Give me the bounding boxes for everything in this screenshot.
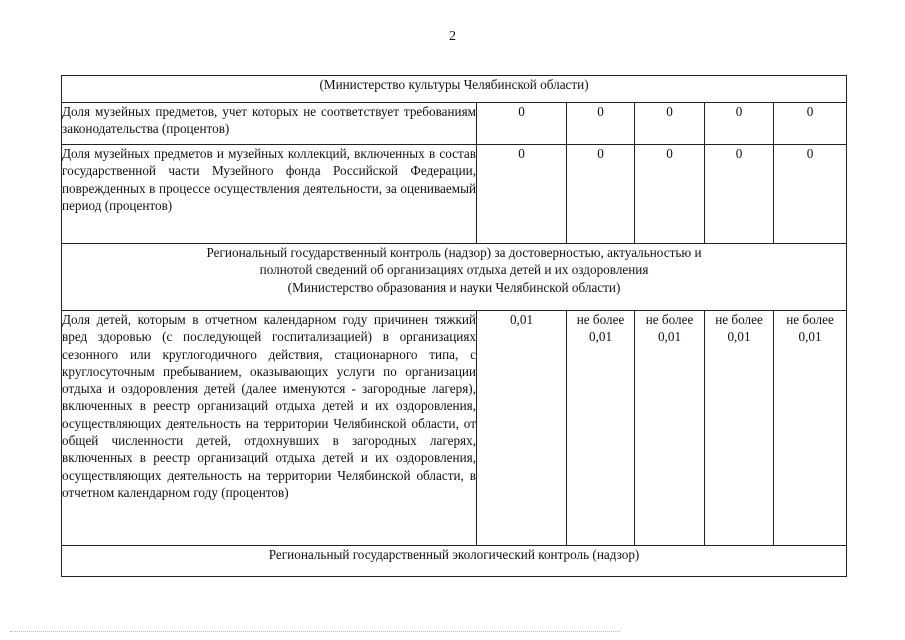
indicator-value: 0 <box>567 145 635 244</box>
indicator-value: не более 0,01 <box>635 311 705 546</box>
indicator-value: не более 0,01 <box>567 311 635 546</box>
indicator-description: Доля музейных предметов, учет которых не соответствует требованиям законодательства (процентов) <box>62 103 477 145</box>
indicator-value: 0 <box>774 145 847 244</box>
table-row <box>62 145 847 244</box>
section-heading-ecological-control: Региональный государственный экологический контроль (надзор) <box>62 546 847 577</box>
indicator-description: Доля музейных предметов и музейных коллекций, включенных в состав государственной части Музейного фонда Российской Федерации, поврежденных в процессе осуществления деятельности, за оцениваемый период (процентов) <box>62 145 477 244</box>
table-row <box>62 103 847 145</box>
indicators-table <box>61 75 847 577</box>
indicator-value: 0 <box>635 103 705 145</box>
indicator-value: 0 <box>477 145 567 244</box>
section-heading-culture: (Министерство культуры Челябинской области) <box>62 76 847 103</box>
scan-edge-divider <box>10 631 620 632</box>
indicator-value: 0 <box>705 103 774 145</box>
indicator-value: 0 <box>477 103 567 145</box>
indicator-value: 0 <box>774 103 847 145</box>
indicator-value: 0 <box>705 145 774 244</box>
indicator-value: не более 0,01 <box>705 311 774 546</box>
table-row <box>62 311 847 546</box>
indicator-value: 0,01 <box>477 311 567 546</box>
page-number: 2 <box>449 29 456 44</box>
indicator-description: Доля детей, которым в отчетном календарном году причинен тяжкий вред здоровью (с последующей госпитализацией) в организациях сезонного или круглогодичного действия, стационарного типа, с круглосуточным пребыванием, оказывающих услуги по организации отдыха и оздоровления детей (далее именуются - загородные лагеря), включенных в реестр организаций отдыха детей и их оздоровления, осуществляющих деятельность на территории Челябинской области, от общей численности детей, отдохнувших в загородных лагерях, включенных в реестр организаций отдыха детей и их оздоровления, осуществляющих деятельность на территории Челябинской области, в отчетном календарном году (процентов) <box>62 311 477 546</box>
section-heading-children-recreation: Региональный государственный контроль (надзор) за достоверностью, актуальностью и полнотой сведений об организациях отдыха детей и их оздоровления (Министерство образования и науки Челябинской области) <box>62 244 847 311</box>
indicator-value: 0 <box>567 103 635 145</box>
indicator-value: не более 0,01 <box>774 311 847 546</box>
indicator-value: 0 <box>635 145 705 244</box>
